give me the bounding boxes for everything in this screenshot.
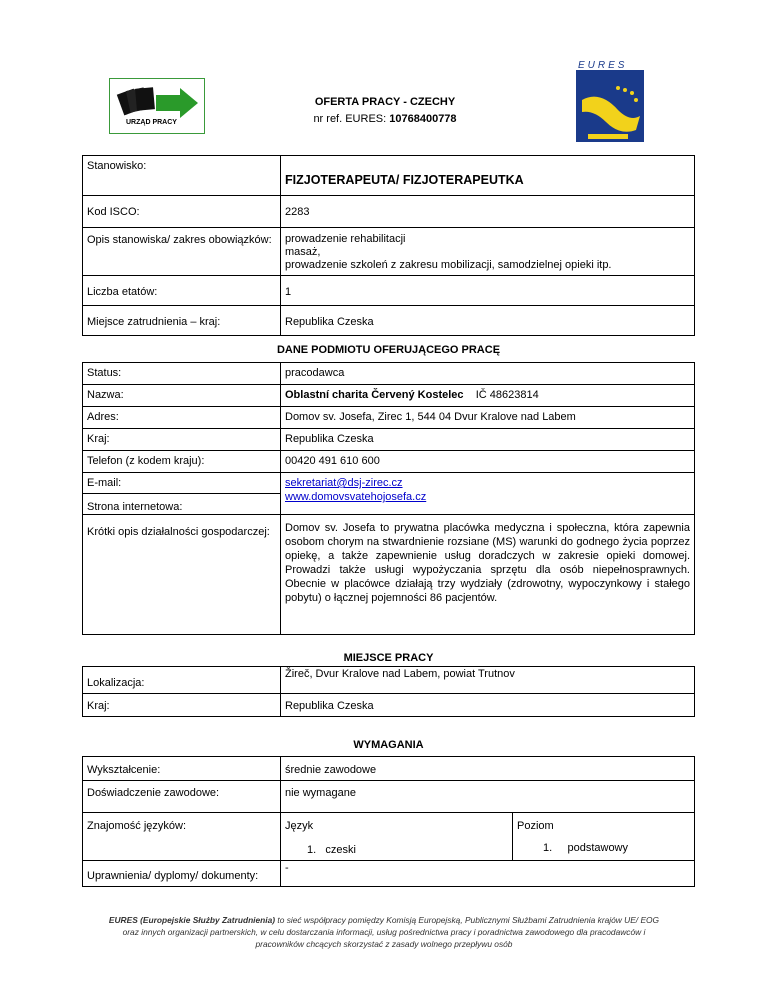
- level-value: podstawowy: [567, 842, 629, 854]
- eures-ref: [300, 113, 470, 125]
- offer-title: OFERTA PRACY - CZECHY: [314, 96, 456, 108]
- footer-bold: EURES (Europejskie Służby Zatrudnienia): [108, 915, 276, 925]
- row-location: [83, 306, 695, 336]
- workplace-location-label: Lokalizacja:: [83, 667, 281, 694]
- permissions-label: Uprawnienia/ dyplomy/ dokumenty:: [83, 861, 281, 887]
- region-value: Republika Czeska: [281, 429, 695, 451]
- level-number: 1.: [543, 842, 553, 854]
- location-label: Miejsce zatrudnienia – kraj:: [83, 306, 281, 336]
- education-label: Wykształcenie:: [83, 757, 281, 781]
- experience-label: Doświadczenie zawodowe:: [83, 781, 281, 813]
- description-value: [281, 228, 695, 276]
- position-label: Stanowisko:: [83, 156, 281, 196]
- website-link[interactable]: www.domovsvatehojosefa.cz: [285, 491, 427, 503]
- footer-line2: oraz innych organizacji partnerskich, w celu dostarczania informacji, usług pośrednictwa pracy i poradnictwa zawodowego dla pracodawców i: [122, 927, 646, 937]
- urzad-pracy-logo: [109, 78, 205, 134]
- address-label: Adres:: [83, 407, 281, 429]
- eures-ref-value: 10768400778: [389, 113, 457, 125]
- requirements-table: [82, 756, 695, 887]
- activity-value: Domov sv. Josefa to prywatna placówka medyczna i społeczna, która zapewnia osobom chorym na stwardnienie rozsiane (MS) warunki do godnego życia poprzez opiekę, a także zapewnienie usług doradczych w zakresie opieki domowej. Prowadzi także usługi wypożyczania sprzętu dla osób niepełnosprawnych. Obecnie w placówce działają trzy wydziały (zdrowotny, wypoczynkowy i stałego pobytu) o łącznej pojemności 86 pacjentów.: [281, 515, 695, 635]
- region-label: Kraj:: [83, 429, 281, 451]
- web-label: Strona internetowa:: [87, 501, 183, 513]
- language-number: 1.: [307, 844, 317, 856]
- phone-label: Telefon (z kodem kraju):: [83, 451, 281, 473]
- desc-line: prowadzenie szkoleń z zakresu mobilizacji, samodzielnej opieki itp.: [285, 259, 612, 271]
- education-value: średnie zawodowe: [281, 757, 695, 781]
- experience-value: nie wymagane: [281, 781, 695, 813]
- logo-text: URZĄD PRACY: [126, 119, 177, 126]
- description-label: Opis stanowiska/ zakres obowiązków:: [83, 228, 281, 276]
- offer-table: [82, 155, 695, 336]
- name-value: [281, 385, 695, 407]
- workplace-country-value: Republika Czeska: [281, 694, 695, 717]
- language-header: Język: [285, 820, 314, 832]
- footer-note: [80, 914, 688, 950]
- email-link[interactable]: sekretariat@dsj-zirec.cz: [285, 477, 403, 489]
- fte-label: Liczba etatów:: [83, 276, 281, 306]
- location-value: Republika Czeska: [281, 306, 695, 336]
- employer-ic: IČ 48623814: [475, 389, 539, 401]
- row-fte: [83, 276, 695, 306]
- language-value: czeski: [325, 844, 356, 856]
- phone-value: 00420 491 610 600: [281, 451, 695, 473]
- row-position: [83, 156, 695, 196]
- permissions-value: -: [281, 861, 695, 887]
- workplace-section-title: MIEJSCE PRACY: [343, 652, 434, 664]
- name-label: Nazwa:: [83, 385, 281, 407]
- level-header: Poziom: [517, 820, 554, 832]
- language-cell: [281, 813, 513, 861]
- desc-line: masaż,: [285, 246, 321, 258]
- row-isco: [83, 196, 695, 228]
- isco-value: 2283: [281, 196, 695, 228]
- workplace-location-value: Žireč, Dvur Kralove nad Labem, powiat Trutnov: [281, 667, 695, 694]
- footer-line3: pracowników chcących skorzystać z zasady wolnego przepływu osób: [255, 939, 513, 949]
- fte-value: 1: [281, 276, 695, 306]
- isco-label: Kod ISCO:: [83, 196, 281, 228]
- email-label: E-mail:: [83, 473, 280, 494]
- requirements-section-title: WYMAGANIA: [353, 739, 424, 751]
- row-description: [83, 228, 695, 276]
- eures-ref-label: nr ref. EURES:: [313, 113, 387, 125]
- eures-logo-text: EURES: [578, 60, 628, 71]
- status-value: pracodawca: [281, 363, 695, 385]
- position-value: FIZJOTERAPEUTA/ FIZJOTERAPEUTKA: [281, 156, 695, 196]
- employer-table: [82, 362, 695, 635]
- desc-line: prowadzenie rehabilitacji: [285, 233, 406, 245]
- workplace-table: [82, 666, 695, 717]
- level-cell: [513, 813, 695, 861]
- workplace-country-label: Kraj:: [83, 694, 281, 717]
- eures-logo-graphic: [570, 60, 650, 152]
- employer-name: Oblastní charita Červený Kostelec: [285, 389, 464, 401]
- contact-labels: [83, 473, 281, 515]
- address-value: Domov sv. Josefa, Zirec 1, 544 04 Dvur Kralove nad Labem: [281, 407, 695, 429]
- activity-label: Krótki opis działalności gospodarczej:: [83, 515, 281, 635]
- footer-line1: to sieć współpracy pomiędzy Komisją Europejską, Publicznymi Służbami Zatrudnienia krajów UE/ EOG: [275, 915, 660, 925]
- languages-label: Znajomość języków:: [83, 813, 281, 861]
- status-label: Status:: [83, 363, 281, 385]
- contact-values: [281, 473, 695, 515]
- employer-section-title: DANE PODMIOTU OFERUJĄCEGO PRACĘ: [276, 344, 501, 356]
- eures-logo: [570, 60, 650, 152]
